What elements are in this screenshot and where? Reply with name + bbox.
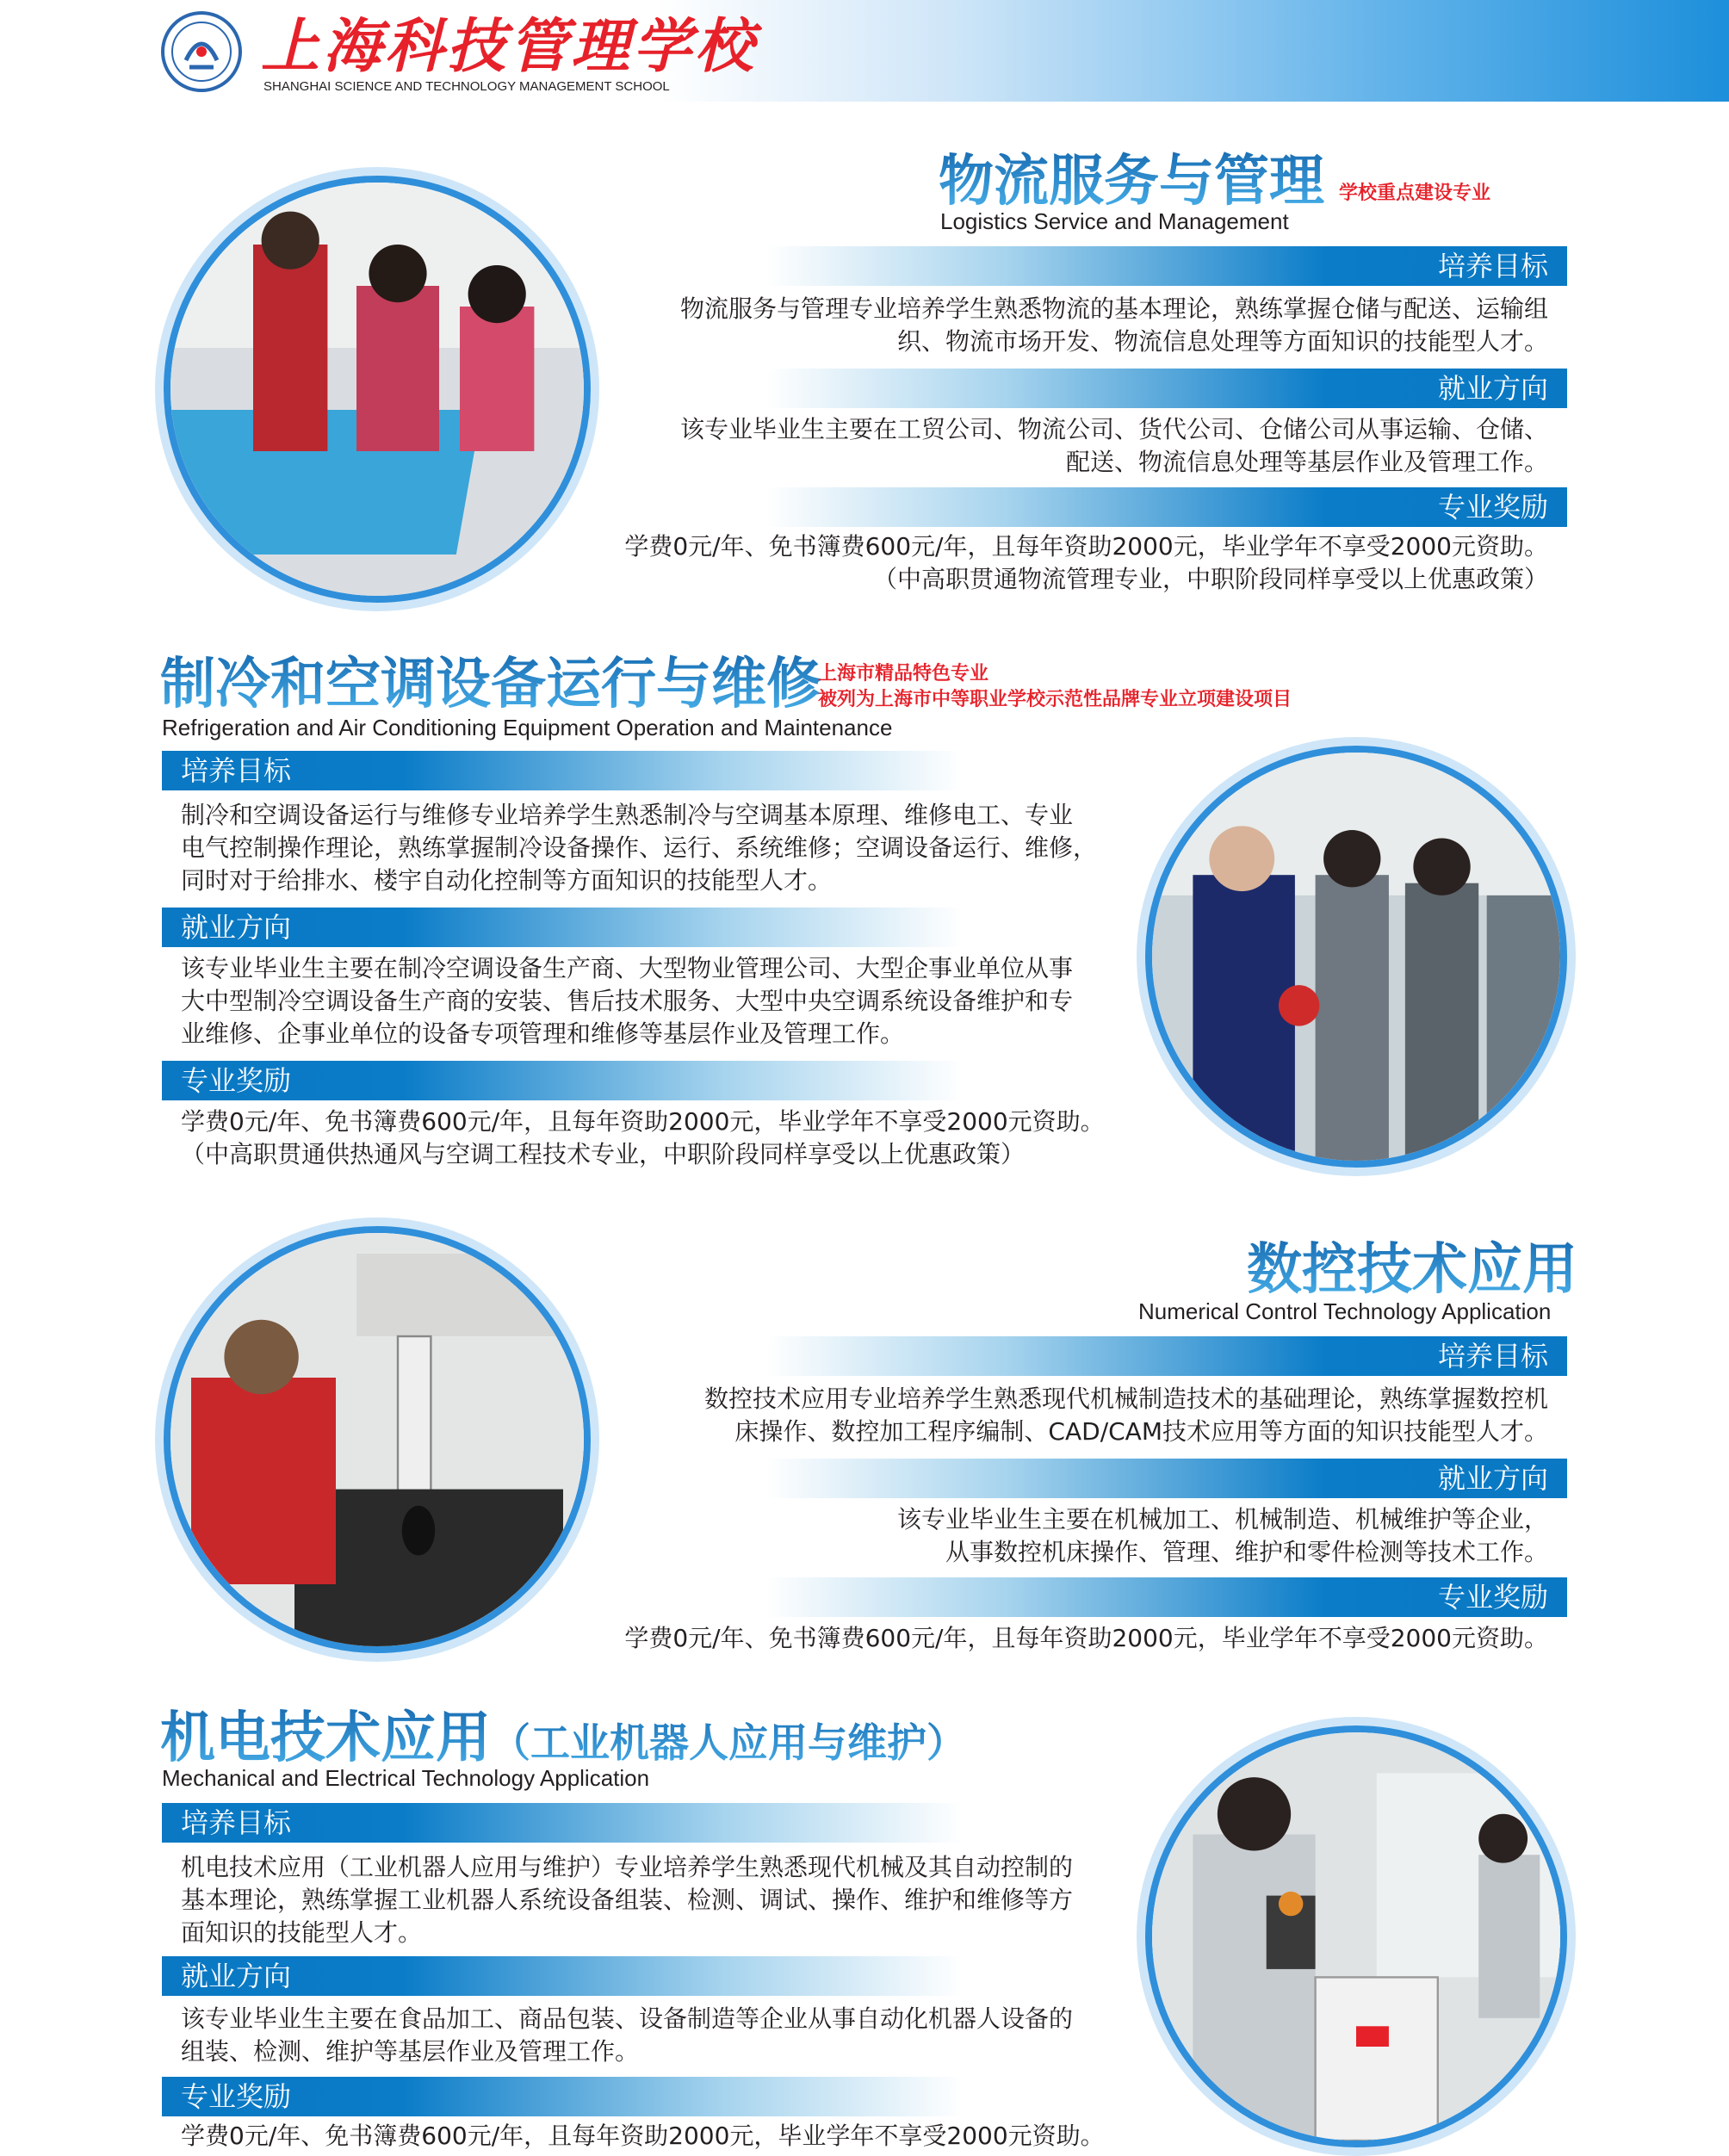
numerical-control-reward-heading: 专业奖励 xyxy=(766,1577,1567,1617)
logistics-employment-text: 该专业毕业生主要在工贸公司、物流公司、货代公司、仓储公司从事运输、仓储、 配送、物流信息处理等基层作业及管理工作。 xyxy=(679,415,1548,476)
school-name-cn: 上海科技管理学校 xyxy=(261,12,758,81)
refrigeration-goal-heading: 培养目标 xyxy=(162,751,963,790)
mechatronics-title-sub: （工业机器人应用与维护） xyxy=(491,1719,966,1766)
mechatronics-title-main: 机电技术应用 xyxy=(160,1706,491,1770)
mechatronics-goal-heading: 培养目标 xyxy=(162,1803,963,1843)
mechatronics-employment-text: 该专业毕业生主要在食品加工、商品包装、设备制造等企业从事自动化机器人设备的 组装、检测、维护等基层作业及管理工作。 xyxy=(181,2004,1074,2066)
logistics-reward-heading: 专业奖励 xyxy=(766,487,1567,527)
refrigeration-employment-heading: 就业方向 xyxy=(162,908,963,947)
logistics-title: 物流服务与管理 xyxy=(939,149,1324,214)
mechatronics-reward-heading: 专业奖励 xyxy=(162,2077,963,2116)
refrigeration-reward-heading: 专业奖励 xyxy=(162,1061,963,1100)
refrigeration-employment-text: 该专业毕业生主要在制冷空调设备生产商、大型物业管理公司、大型企事业单位从事 大中型制冷空调设备生产商的安装、售后技术服务、大型中央空调系统设备维护和专 业维修、企事业单位的设备专项管理和维修等基层作业及管理工作。 xyxy=(181,954,1074,1048)
logistics-reward-text: 学费0元/年、免书簿费600元/年，且每年资助2000元，毕业学年不享受2000元资助。 （中高职贯通物流管理专业，中职阶段同样享受以上优惠政策） xyxy=(624,532,1548,593)
logistics-photo xyxy=(164,176,591,603)
refrigeration-title-en: Refrigeration and Air Conditioning Equipment Operation and Maintenance xyxy=(162,715,893,740)
mechatronics-goal-text: 机电技术应用（工业机器人应用与维护）专业培养学生熟悉现代机械及其自动控制的 基本理论，熟练掌握工业机器人系统设备组装、检测、调试、操作、维护和维修等方 面知识的技能型人才。 xyxy=(181,1853,1074,1947)
mechatronics-title xyxy=(160,1708,966,1773)
school-name-en: SHANGHAI SCIENCE AND TECHNOLOGY MANAGEMENT SCHOOL xyxy=(263,79,670,94)
numerical-control-goal-text: 数控技术应用专业培养学生熟悉现代机械制造技术的基础理论，熟练掌握数控机 床操作、数控加工程序编制、CAD/CAM技术应用等方面的知识技能型人才。 xyxy=(703,1385,1548,1446)
school-emblem-icon xyxy=(160,10,243,93)
numerical-control-employment-text: 该专业毕业生主要在机械加工、机械制造、机械维护等企业， 从事数控机床操作、管理、维护和零件检测等技术工作。 xyxy=(896,1505,1548,1566)
logistics-goal-heading: 培养目标 xyxy=(766,246,1567,286)
mechatronics-title-en: Mechanical and Electrical Technology Application xyxy=(162,1765,650,1791)
logistics-title-en: Logistics Service and Management xyxy=(940,208,1289,234)
refrigeration-tag-2: 被列为上海市中等职业学校示范性品牌专业立项建设项目 xyxy=(818,688,1292,710)
logistics-goal-text: 物流服务与管理专业培养学生熟悉物流的基本理论，熟练掌握仓储与配送、运输组 织、物流市场开发、物流信息处理等方面知识的技能型人才。 xyxy=(679,294,1548,356)
refrigeration-photo xyxy=(1145,746,1567,1168)
numerical-control-photo xyxy=(164,1226,591,1653)
numerical-control-reward-text: 学费0元/年、免书簿费600元/年，且每年资助2000元，毕业学年不享受2000元资助。 xyxy=(624,1624,1548,1652)
numerical-control-goal-heading: 培养目标 xyxy=(766,1336,1567,1376)
numerical-control-employment-heading: 就业方向 xyxy=(766,1459,1567,1498)
refrigeration-title: 制冷和空调设备运行与维修 xyxy=(160,652,821,716)
header-banner xyxy=(0,0,1729,102)
mechatronics-employment-heading: 就业方向 xyxy=(162,1956,963,1996)
mechatronics-reward-text: 学费0元/年、免书簿费600元/年，且每年资助2000元，毕业学年不享受2000元资助。 xyxy=(181,2122,1105,2150)
refrigeration-reward-text: 学费0元/年、免书簿费600元/年，且每年资助2000元，毕业学年不享受2000元资助。 （中高职贯通供热通风与空调工程技术专业，中职阶段同样享受以上优惠政策） xyxy=(181,1107,1105,1168)
numerical-control-title: 数控技术应用 xyxy=(1247,1237,1577,1302)
logistics-employment-heading: 就业方向 xyxy=(766,369,1567,408)
refrigeration-tag-1: 上海市精品特色专业 xyxy=(818,662,989,685)
logistics-tag: 学校重点建设专业 xyxy=(1339,182,1491,204)
numerical-control-title-en: Numerical Control Technology Application xyxy=(1138,1298,1552,1324)
mechatronics-photo xyxy=(1145,1725,1567,2147)
refrigeration-goal-text: 制冷和空调设备运行与维修专业培养学生熟悉制冷与空调基本原理、维修电工、专业 电气控制操作理论，熟练掌握制冷设备操作、运行、系统维修；空调设备运行、维修， 同时对于给排水、楼宇自动化控制等方面知识的技能型人才。 xyxy=(181,801,1098,895)
